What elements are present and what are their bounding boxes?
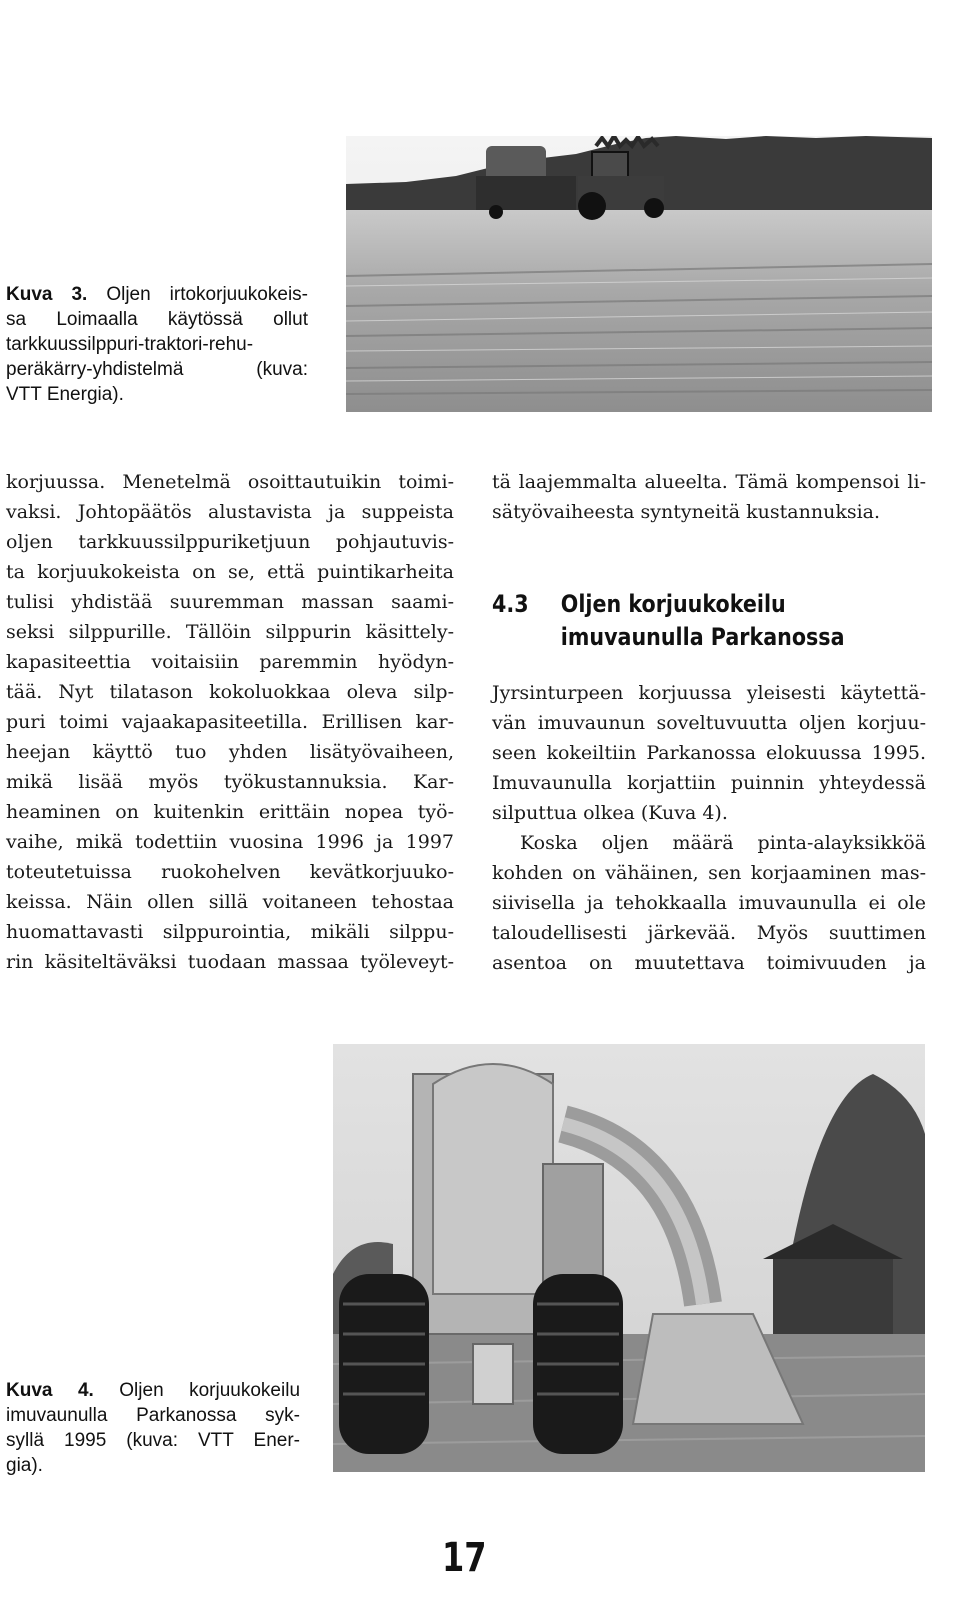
figure4-photo <box>333 1044 925 1472</box>
section-number: 4.3 <box>492 590 529 618</box>
caption-line: Oljen irtokorjuukokeis- <box>106 284 308 305</box>
section-title-line1: Oljen korjuukokeilu <box>560 590 786 618</box>
text-line: tä laajemmalta alueelta. Tämä kompensoi li- <box>492 471 926 493</box>
text-line: heaminen on kuitenkin erittäin nopea työ- <box>6 801 454 823</box>
text-line: vän imuvaunun soveltuvuutta oljen korjuu- <box>492 712 926 734</box>
text-line: taloudellisesti järkevää. Myös suuttimen <box>492 922 926 944</box>
caption-line: VTT Energia). <box>6 384 124 405</box>
text-line: silputtua olkea (Kuva 4). <box>492 802 728 824</box>
text-line: kohden on vähäinen, sen korjaaminen mas- <box>492 862 926 884</box>
caption-line: tarkkuussilppuri-traktori-rehu- <box>6 334 254 355</box>
text-line: korjuussa. Menetelmä osoittautuikin toimi- <box>6 471 454 493</box>
text-line: heejan käyttö tuo yhden lisätyövaiheen, <box>6 741 454 763</box>
text-line: puri toimi vajaakapasiteetilla. Erillisen kar- <box>6 711 454 733</box>
caption-line: Oljen korjuukokeilu <box>119 1380 301 1401</box>
caption-line: imuvaunulla Parkanossa syk- <box>6 1405 300 1426</box>
caption-line: sa Loimaalla käytössä ollut <box>6 309 308 330</box>
figure3-caption <box>6 282 308 407</box>
text-line: vaksi. Johtopäätös alustavista ja suppeista <box>6 501 454 523</box>
figure3-label: Kuva 3. <box>6 284 88 305</box>
suction-trailer-image <box>333 1044 925 1472</box>
figure3-photo <box>346 136 932 412</box>
text-line: mikä lisää myös työkustannuksia. Kar- <box>6 771 454 793</box>
text-line: seksi silppurille. Tällöin silppurin käsittely- <box>6 621 454 643</box>
caption-line: syllä 1995 (kuva: VTT Ener- <box>6 1430 300 1451</box>
text-line: oljen tarkkuussilppuriketjuun pohjautuvis- <box>6 531 454 553</box>
text-line: vaihe, mikä todettiin vuosina 1996 ja 1997 <box>6 831 454 853</box>
figure4-label: Kuva 4. <box>6 1380 94 1401</box>
caption-line: peräkärry-yhdistelmä (kuva: <box>6 359 308 380</box>
text-line: sätyövaiheesta syntyneitä kustannuksia. <box>492 501 881 523</box>
text-line: siivisella ja tehokkaalla imuvaunulla ei ole <box>492 892 926 914</box>
page-number: 17 <box>442 1535 487 1581</box>
text-line: seen kokeiltiin Parkanossa elokuussa 1995. <box>492 742 926 764</box>
text-line: asentoa on muutettava toimivuuden ja <box>492 952 926 974</box>
tractor-field-image <box>346 136 932 412</box>
text-line: kapasiteettia voitaisiin paremmin hyödyn- <box>6 651 454 673</box>
text-line: keissa. Näin ollen sillä voitaneen tehostaa <box>6 891 454 913</box>
text-line: Jyrsinturpeen korjuussa yleisesti käytettä- <box>492 682 926 704</box>
left-text-column <box>6 467 454 977</box>
text-line: Imuvaunulla korjattiin puinnin yhteydessä <box>492 772 926 794</box>
text-line: rin käsiteltäväksi tuodaan massaa työleveyt- <box>6 951 454 973</box>
text-line: tää. Nyt tilatason kokoluokkaa oleva silp- <box>6 681 454 703</box>
text-line: toteutetuissa ruokohelven kevätkorjuuko- <box>6 861 454 883</box>
text-line: tulisi yhdistää suuremman massan saami- <box>6 591 454 613</box>
section-title-line2: imuvaunulla Parkanossa <box>560 623 845 651</box>
right-text-column-top <box>492 467 926 527</box>
right-text-column-body <box>492 678 926 978</box>
text-line: huomattavasti silppurointia, mikäli silppu- <box>6 921 454 943</box>
text-line: ta korjuukokeista on se, että puintikarheita <box>6 561 454 583</box>
text-line: Koska oljen määrä pinta-alayksikköä <box>520 832 926 854</box>
figure4-caption <box>6 1378 300 1478</box>
caption-line: gia). <box>6 1455 43 1476</box>
section-heading <box>492 588 845 654</box>
